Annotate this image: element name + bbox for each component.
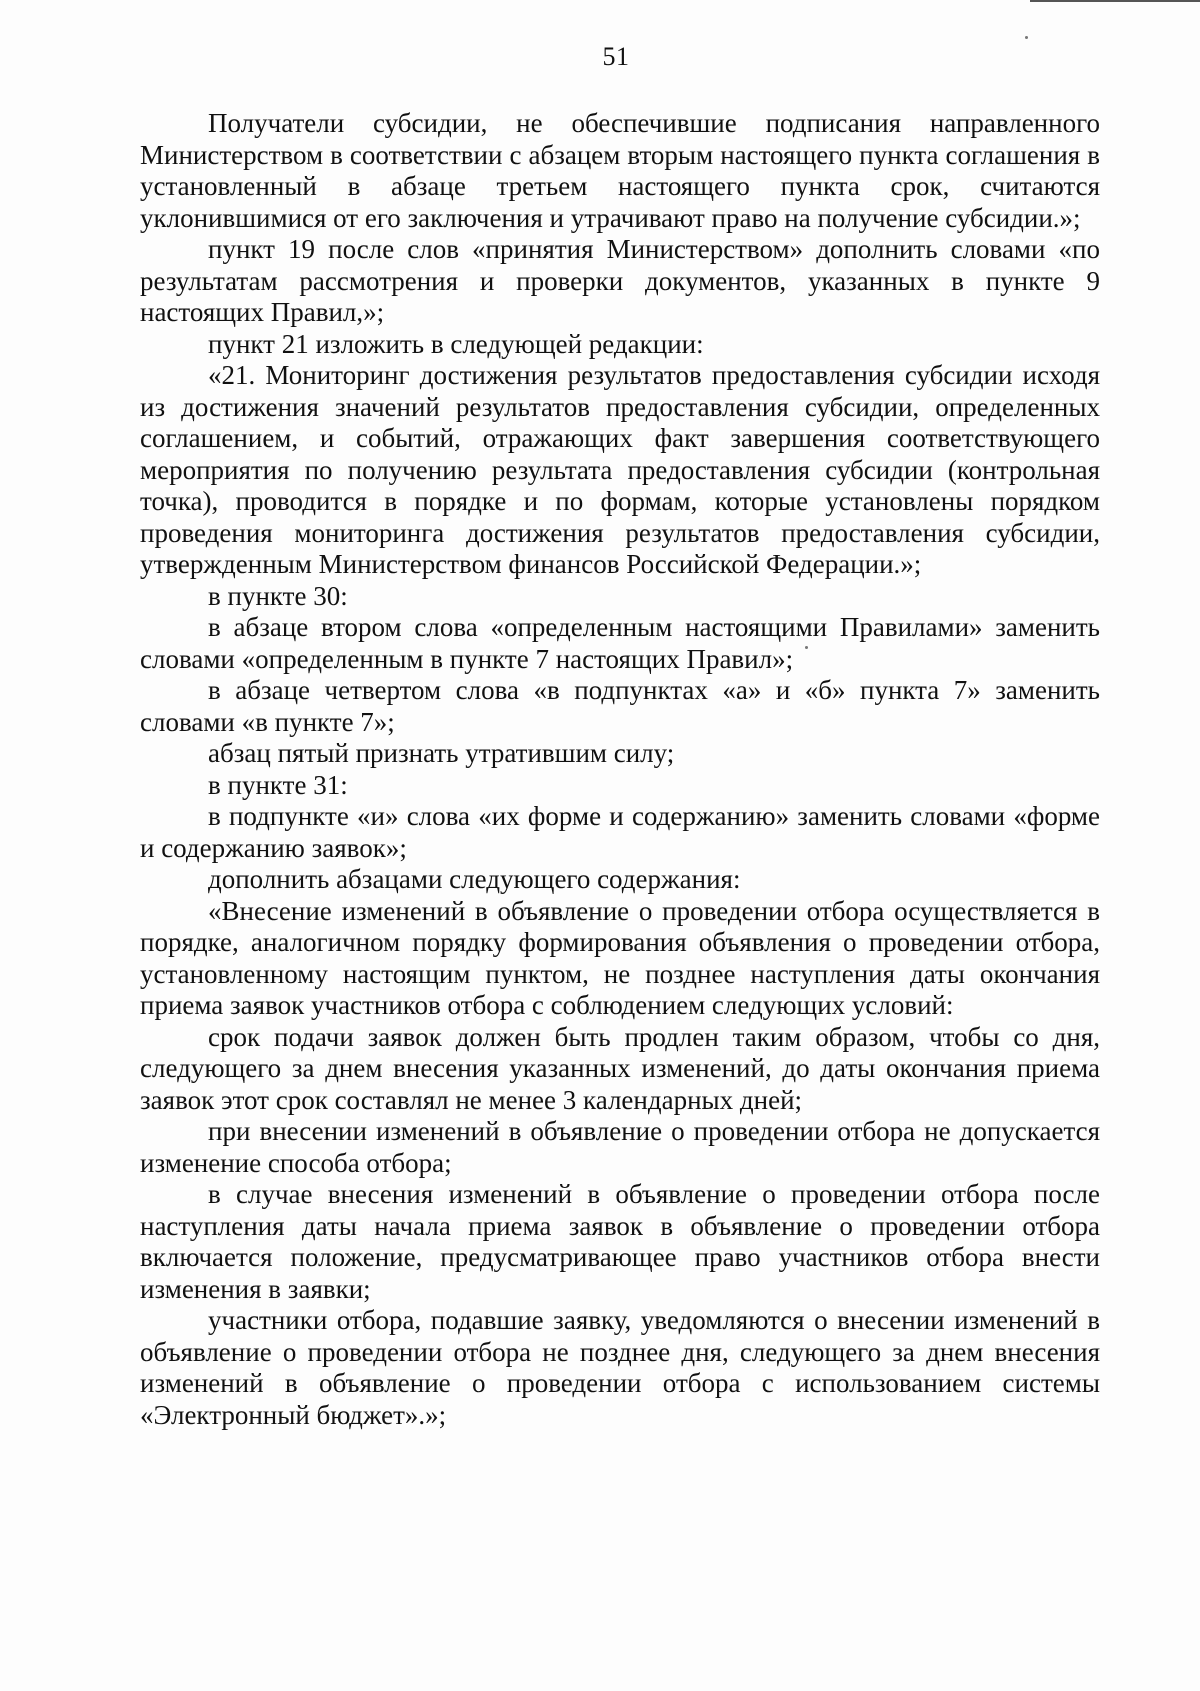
paragraph: абзац пятый признать утратившим силу;	[208, 738, 675, 768]
paragraph: срок подачи заявок должен быть продлен таким образом, чтобы со дня, следующего за днем внесения указанных изменений, до даты окончания приема заявок этот срок составлял не менее 3 календарных дней;	[140, 1021, 1100, 1115]
scan-speck	[1025, 36, 1028, 39]
paragraph: в абзаце втором слова «определенным настоящими Правилами» заменить словами «определенным в пункте 7 настоящих Правил»;	[140, 612, 1100, 674]
paragraph: в абзаце четвертом слова «в подпунктах «а» и «б» пункта 7» заменить словами «в пункте 7»;	[140, 675, 1100, 737]
paragraph: пункт 19 после слов «принятия Министерством» дополнить словами «по результатам рассмотрения и проверки документов, указанных в пункте 9 настоящих Правил,»;	[140, 234, 1100, 327]
page-number: 51	[602, 42, 630, 71]
paragraph: при внесении изменений в объявление о проведении отбора не допускается изменение способа отбора;	[140, 1116, 1100, 1178]
paragraph: Получатели субсидии, не обеспечившие подписания направленного Министерством в соответствии с абзацем вторым настоящего пункта соглашения в установленный в абзаце третьем настоящего пункта срок, считаются уклонившимися от его заключения и утрачивают право на получение субсидии.»;	[140, 108, 1100, 233]
paragraph: в случае внесения изменений в объявление о проведении отбора после наступления даты начала приема заявок в объявление о проведении отбора включается положение, предусматривающее право участников отбора внести изменения в заявки;	[140, 1179, 1100, 1304]
scan-edge-line	[1030, 0, 1200, 2]
paragraph: в подпункте «и» слова «их форме и содержанию» заменить словами «форме и содержанию заявок»;	[140, 801, 1100, 863]
document-body	[140, 108, 1100, 1431]
paragraph: «21. Мониторинг достижения результатов предоставления субсидии исходя из достижения значений результатов предоставления субсидии, определенных соглашением, и событий, отражающих факт завершения соответствующего мероприятия по получению результата предоставления субсидии (контрольная точка), проводится в порядке и по формам, которые установлены порядком проведения мониторинга достижения результатов предоставления субсидии, утвержденным Министерством финансов Российской Федерации.»;	[140, 360, 1100, 579]
paragraph: «Внесение изменений в объявление о проведении отбора осуществляется в порядке, аналогичном порядку формирования объявления о проведении отбора, установленному настоящим пунктом, не позднее наступления даты окончания приема заявок участников отбора с соблюдением следующих условий:	[140, 895, 1100, 1020]
paragraph: дополнить абзацами следующего содержания:	[208, 864, 741, 894]
paragraph: в пункте 31:	[208, 769, 348, 800]
paragraph: участники отбора, подавшие заявку, уведомляются о внесении изменений в объявление о проведении отбора не позднее дня, следующего за днем внесения изменений в объявление о проведении отбора с использованием системы «Электронный бюджет».»;	[140, 1305, 1100, 1430]
paragraph: в пункте 30:	[208, 580, 348, 611]
paragraph: пункт 21 изложить в следующей редакции:	[208, 328, 704, 359]
